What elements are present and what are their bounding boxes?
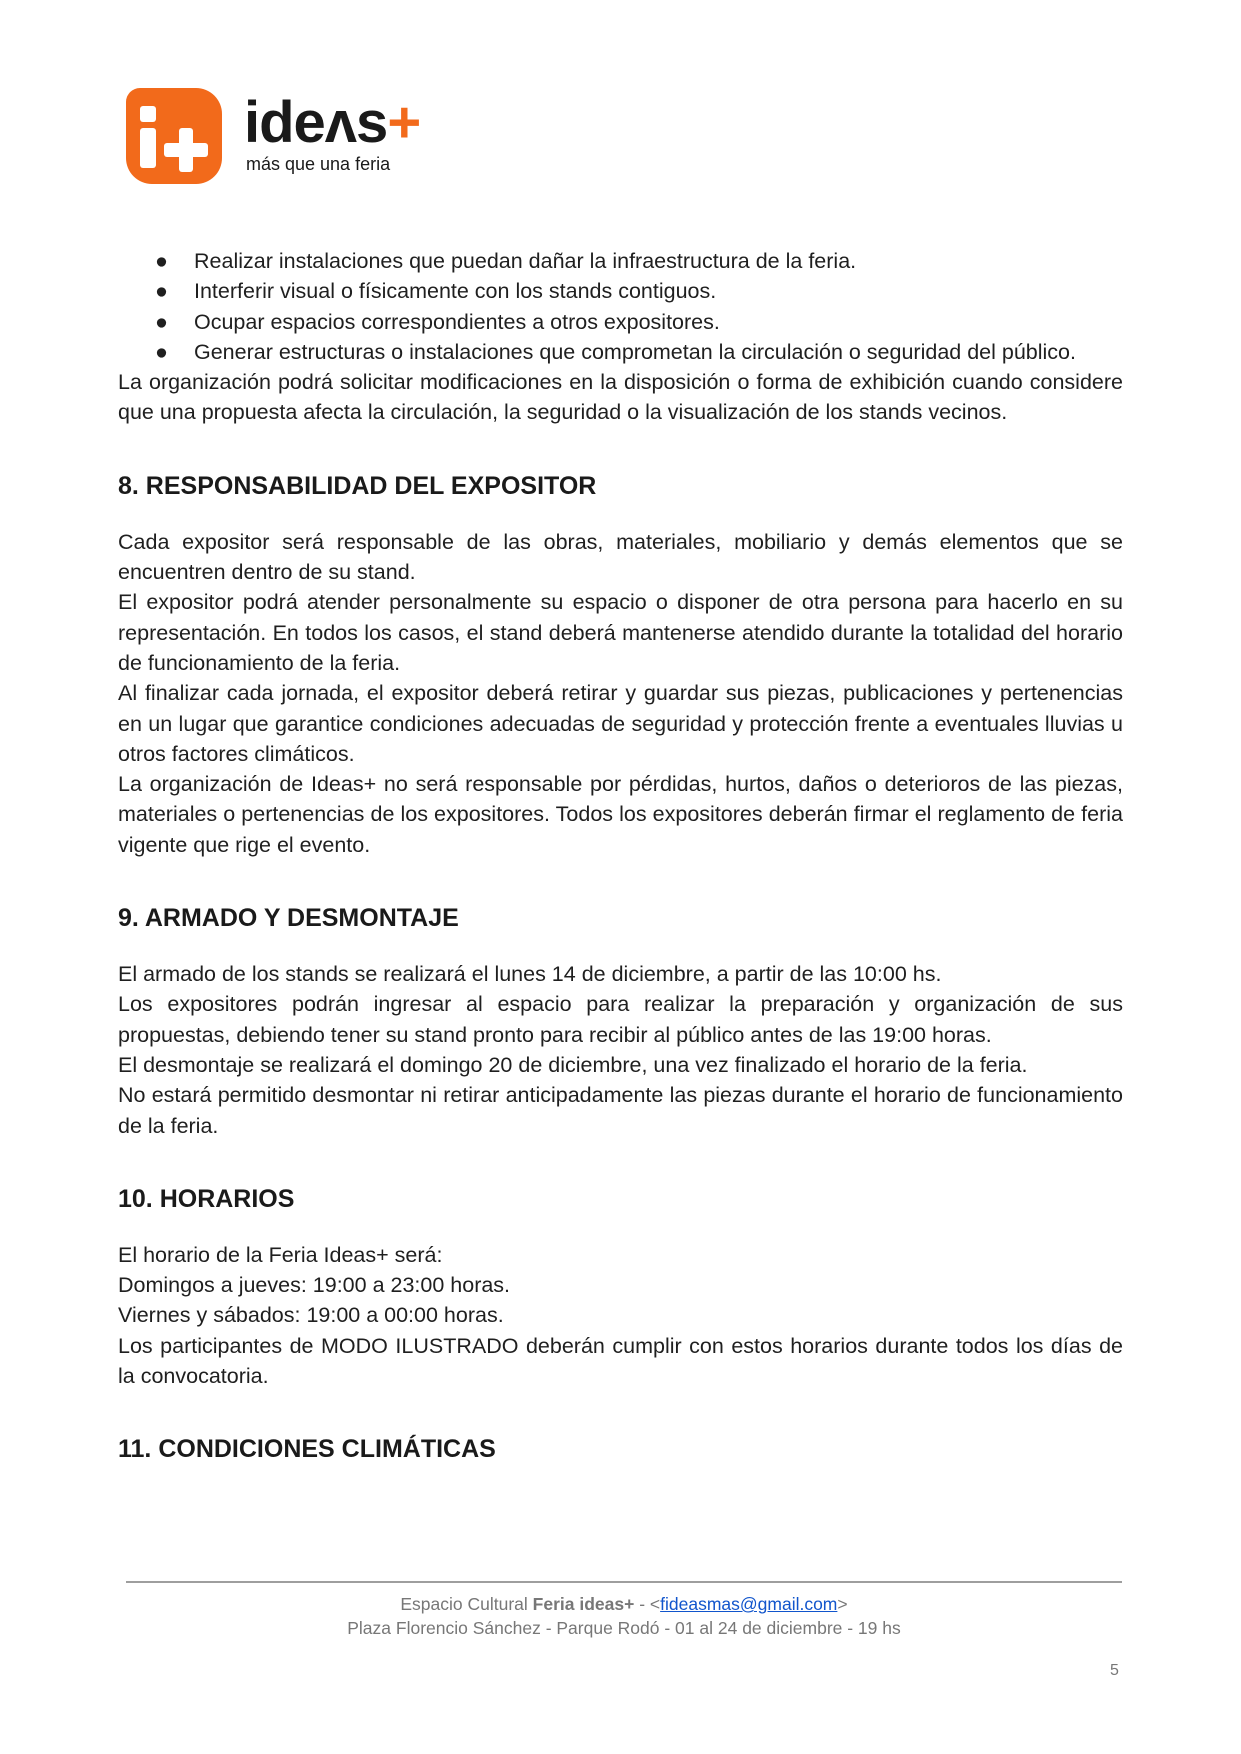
paragraph: El expositor podrá atender personalmente su espacio o disponer de otra persona para hacerlo en su representación. En todos los casos, el stand deberá mantenerse atendido durante la totalidad del horario de funcionamiento de la feria. [118,590,1123,675]
paragraph: No estará permitido desmontar ni retirar anticipadamente las piezas durante el horario de funcionamiento de la feria. [118,1083,1123,1138]
paragraph: El armado de los stands se realizará el lunes 14 de diciembre, a partir de las 10:00 hs. [118,962,942,987]
paragraph: Al finalizar cada jornada, el expositor deberá retirar y guardar sus piezas, publicaciones y pertenencias en un lugar que garantice condiciones adecuadas de seguridad y protección frente a eventuales lluvias u otros factores climáticos. [118,681,1123,766]
email-link[interactable]: fideasmas@gmail.com [660,1594,838,1614]
document-body [118,246,1123,1490]
section-condiciones-climaticas [118,1435,1123,1464]
section-horarios [118,1185,1123,1391]
list-item: ● Ocupar espacios correspondientes a otros expositores. [118,307,1123,337]
paragraph: Domingos a jueves: 19:00 a 23:00 horas. [118,1273,511,1298]
bullet-icon: ● [155,279,168,304]
footer-line-1: Espacio Cultural Feria ideas+ - <fideasmas@gmail.com> [400,1594,848,1614]
footer-divider [126,1581,1122,1583]
list-item: ● Generar estructuras o instalaciones que comprometan la circulación o seguridad del público. [118,337,1123,367]
paragraph: Viernes y sábados: 19:00 a 00:00 horas. [118,1303,504,1328]
list-item: ● Realizar instalaciones que puedan dañar la infraestructura de la feria. [118,246,1123,276]
page-number: 5 [1110,1662,1119,1679]
bullet-icon: ● [155,339,168,364]
paragraph: Los participantes de MODO ILUSTRADO deberán cumplir con estos horarios durante todos los días de la convocatoria. [118,1333,1123,1389]
intro-paragraph: La organización podrá solicitar modificaciones en la disposición o forma de exhibición cuando considere que una propuesta afecta la circulación, la seguridad o la visualización de los stands vecinos. [118,370,1123,425]
logo-wordmark: ideʌs+ [244,90,421,155]
paragraph: Los expositores podrán ingresar al espacio para realizar la preparación y organización de sus propuestas, debiendo tener su stand pronto para recibir al público antes de las 19:00 horas. [118,992,1123,1047]
section-heading: 11. CONDICIONES CLIMÁTICAS [118,1435,496,1464]
logo-tagline: más que una feria [246,154,391,174]
page-footer [126,1592,1122,1640]
section-heading: 9. ARMADO Y DESMONTAJE [118,904,459,933]
logo-mark-icon [126,88,222,184]
paragraph: Cada expositor será responsable de las obras, materiales, mobiliario y demás elementos que se encuentren dentro de su stand. [118,529,1123,585]
list-item: ● Interferir visual o físicamente con los stands contiguos. [118,276,1123,306]
paragraph: El desmontaje se realizará el domingo 20 de diciembre, una vez finalizado el horario de la feria. [118,1052,1028,1077]
footer-line-2: Plaza Florencio Sánchez - Parque Rodó - 01 al 24 de diciembre - 19 hs [347,1618,901,1638]
section-heading: 10. HORARIOS [118,1184,295,1213]
bullet-icon: ● [155,249,168,273]
section-armado [118,904,1123,1141]
section-responsabilidad [118,472,1123,860]
paragraph: La organización de Ideas+ no será responsable por pérdidas, hurtos, daños o deterioros de las piezas, materiales o pertenencias de los expositores. Todos los expositores deberán firmar el reglamento de feria vigente que rige el evento. [118,772,1123,857]
prohibited-actions-list [118,246,1123,367]
ideas-logo [126,88,426,188]
paragraph: El horario de la Feria Ideas+ será: [118,1242,443,1267]
section-heading: 8. RESPONSABILIDAD DEL EXPOSITOR [118,471,597,500]
bullet-icon: ● [155,309,168,334]
